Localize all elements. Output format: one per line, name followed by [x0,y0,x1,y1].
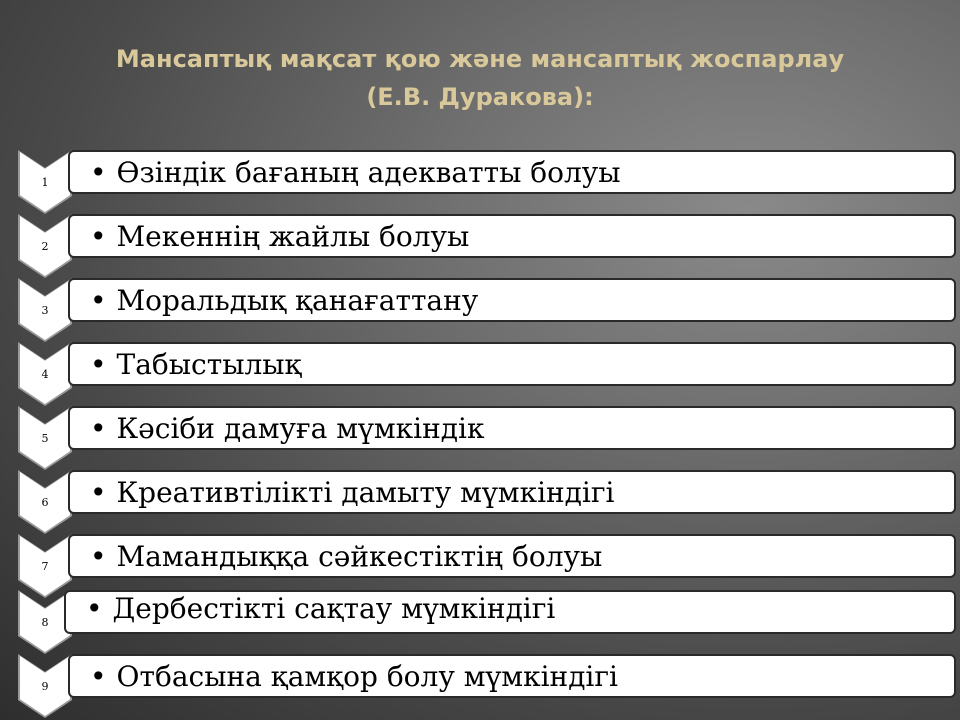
item-number: 1 [41,176,49,189]
item-text: Табыстылық [116,348,302,381]
item-number: 4 [41,368,49,381]
bullet-icon: • [90,348,107,381]
item-label [90,220,469,254]
item-number: 6 [41,496,49,509]
bullet-icon: • [90,284,107,317]
item-label [86,592,555,626]
list-item [0,278,960,338]
bullet-icon: • [90,476,107,509]
item-text: Өзіндік бағаның адекватты болуы [116,156,621,189]
item-text: Отбасына қамқор болу мүмкіндігі [116,660,619,693]
item-text: Мамандыққа сәйкестіктің болуы [116,540,603,573]
item-number: 9 [41,680,49,693]
item-label [90,540,602,574]
item-text: Дербестікті сақтау мүмкіндігі [112,592,556,625]
list-item [0,534,960,594]
item-label [90,284,478,318]
slide-title [0,40,960,116]
item-box [68,654,956,698]
item-box [68,406,956,450]
list-item [0,406,960,466]
slide-title-line1: Мансаптық мақсат қою және мансаптық жоспарлау [115,45,845,73]
item-number: 5 [41,432,49,445]
item-box [68,214,956,258]
item-box [64,590,956,634]
item-number: 7 [41,560,49,573]
item-number: 3 [41,304,49,317]
item-text: Креативтілікті дамыту мүмкіндігі [116,476,615,509]
item-label [90,660,618,694]
bullet-icon: • [90,412,107,445]
bullet-icon: • [90,540,107,573]
item-text: Кәсіби дамуға мүмкіндік [116,412,485,445]
list-item [0,342,960,402]
item-text: Мекеннің жайлы болуы [116,220,470,253]
item-box [68,150,956,194]
item-text: Моральдық қанағаттану [116,284,479,317]
item-box [68,470,956,514]
list-item [0,470,960,530]
item-label [90,156,621,190]
item-box [68,534,956,578]
item-label [90,476,615,510]
item-box [68,278,956,322]
bullet-icon: • [90,156,107,189]
item-number: 8 [41,616,49,629]
bullet-icon: • [90,660,107,693]
bullet-icon: • [90,220,107,253]
bullet-icon: • [86,592,103,625]
item-label [90,412,484,446]
list-item [0,654,960,714]
item-label [90,348,302,382]
list-item [0,590,960,650]
item-number: 2 [41,240,49,253]
list-item [0,150,960,210]
item-box [68,342,956,386]
list-item [0,214,960,274]
slide-title-line2: (Е.В. Дуракова): [366,83,594,111]
